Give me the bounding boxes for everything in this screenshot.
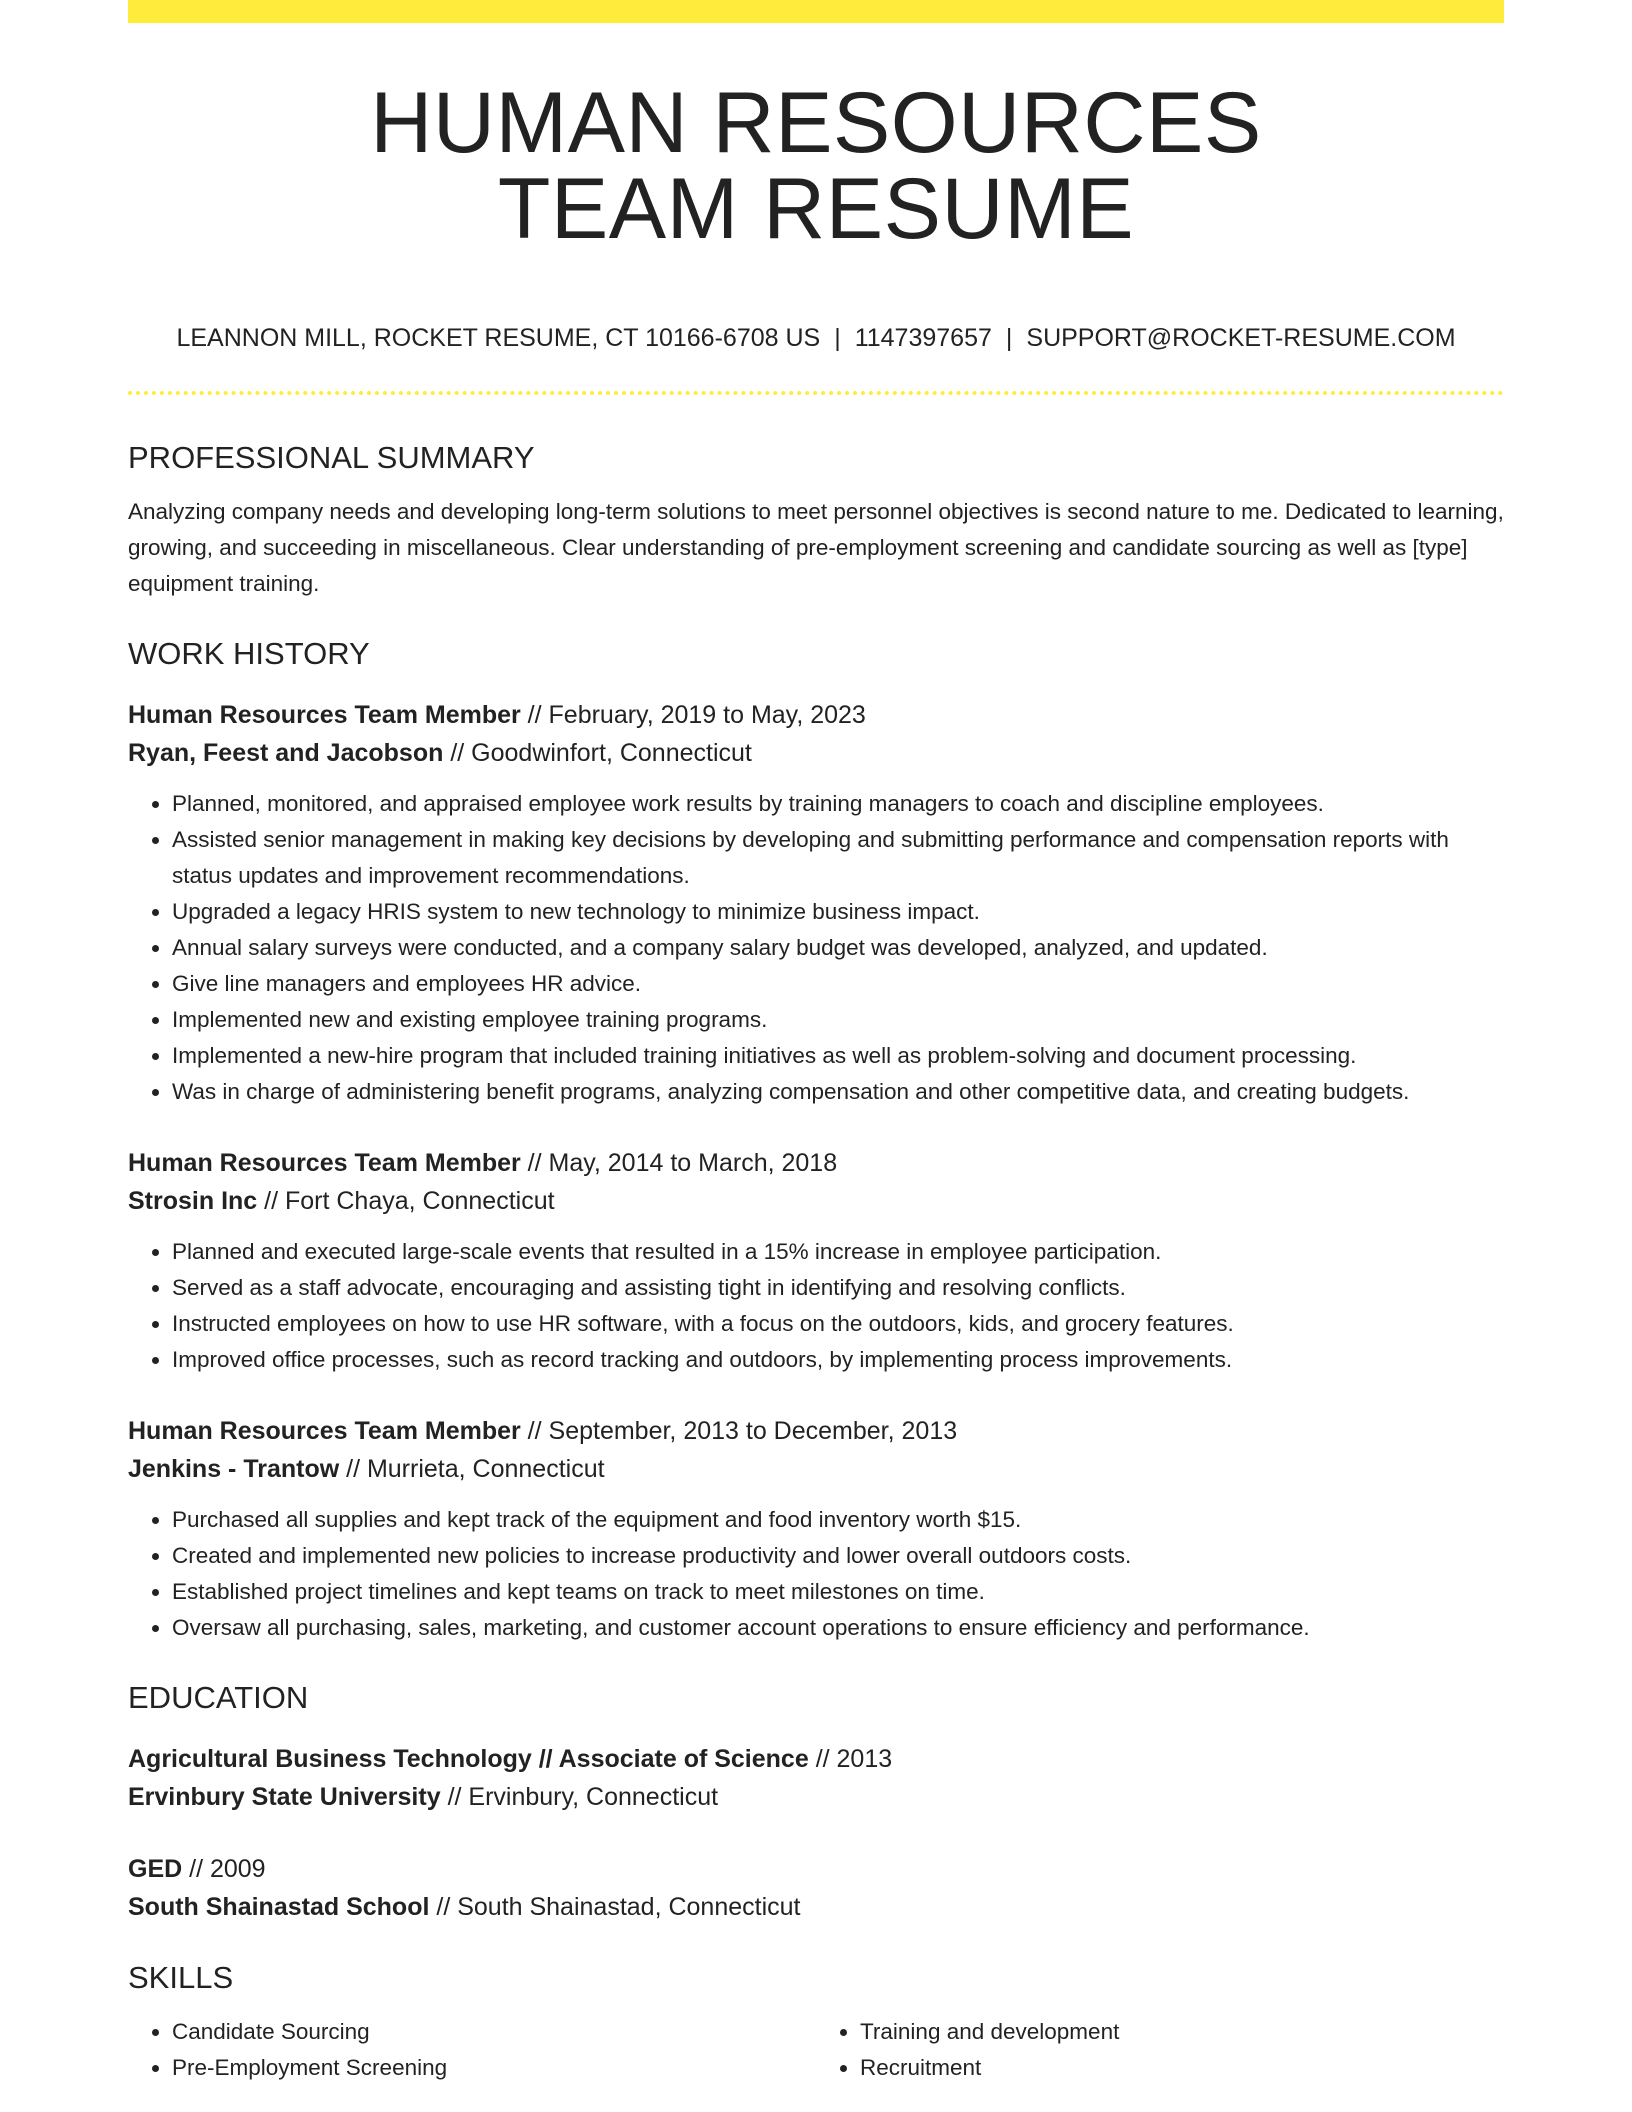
- job-title: Human Resources Team Member: [128, 1149, 521, 1177]
- resume-title: [128, 75, 1504, 257]
- school-name: Ervinbury State University: [128, 1783, 441, 1811]
- job-title-line: [128, 1144, 1504, 1182]
- job-title-line: [128, 1412, 1504, 1450]
- school-location: // Ervinbury, Connecticut: [440, 1783, 719, 1811]
- job-dates: // February, 2019 to May, 2023: [520, 701, 866, 729]
- job-title: Human Resources Team Member: [128, 701, 521, 729]
- school-line: [128, 1888, 1504, 1926]
- education-section: [128, 1676, 1504, 1926]
- top-accent-bar: [128, 0, 1504, 23]
- degree-year: // 2009: [182, 1855, 266, 1883]
- work-history-section: [128, 632, 1504, 1646]
- skills-list-right: [816, 2014, 1504, 2086]
- contact-email[interactable]: SUPPORT@ROCKET-RESUME.COM: [1026, 324, 1456, 352]
- job-bullets: [128, 1502, 1504, 1646]
- skill-item: • Recruitment: [860, 2050, 1504, 2086]
- job-company: Jenkins - Trantow: [128, 1455, 340, 1483]
- job-bullets: [128, 1234, 1504, 1378]
- list-item: • Improved office processes, such as record tracking and outdoors, by implementing process improvements.: [172, 1342, 1504, 1378]
- dotted-divider: [128, 391, 1504, 395]
- skill-item: • Candidate Sourcing: [172, 2014, 816, 2050]
- degree-year: // 2013: [808, 1745, 893, 1773]
- education-entry: [128, 1740, 1504, 1816]
- section-heading-education: EDUCATION: [128, 1680, 309, 1715]
- contact-info: [128, 322, 1504, 354]
- contact-phone: 1147397657: [854, 324, 992, 352]
- contact-address: LEANNON MILL, ROCKET RESUME, CT 10166-6708 US: [176, 324, 821, 352]
- list-item: • Instructed employees on how to use HR software, with a focus on the outdoors, kids, and grocery features.: [172, 1306, 1504, 1342]
- skill-item: • Training and development: [860, 2014, 1504, 2050]
- list-item: • Was in charge of administering benefit programs, analyzing compensation and other competitive data, and creating budgets.: [172, 1074, 1504, 1110]
- list-item: • Purchased all supplies and kept track of the equipment and food inventory worth $15.: [172, 1502, 1504, 1538]
- school-name: South Shainastad School: [128, 1893, 430, 1921]
- job-title-line: [128, 696, 1504, 734]
- list-item: • Annual salary surveys were conducted, and a company salary budget was developed, analyzed, and updated.: [172, 930, 1504, 966]
- list-item: • Created and implemented new policies to increase productivity and lower overall outdoors costs.: [172, 1538, 1504, 1574]
- list-item: • Oversaw all purchasing, sales, marketing, and customer account operations to ensure efficiency and performance.: [172, 1610, 1504, 1646]
- job-location: // Goodwinfort, Connecticut: [443, 739, 752, 767]
- job-dates: // September, 2013 to December, 2013: [520, 1417, 958, 1445]
- job-company-line: [128, 734, 1504, 772]
- degree-name: Agricultural Business Technology // Associate of Science: [128, 1745, 809, 1773]
- job-dates: // May, 2014 to March, 2018: [520, 1149, 838, 1177]
- list-item: • Implemented new and existing employee training programs.: [172, 1002, 1504, 1038]
- job-entry: [128, 1144, 1504, 1378]
- professional-summary-section: [128, 436, 1504, 602]
- school-line: [128, 1778, 1504, 1816]
- education-entry: [128, 1850, 1504, 1926]
- job-company: Strosin Inc: [128, 1187, 258, 1215]
- resume-body: [128, 436, 1504, 2086]
- list-item: • Upgraded a legacy HRIS system to new technology to minimize business impact.: [172, 894, 1504, 930]
- job-company-line: [128, 1450, 1504, 1488]
- section-heading-skills: SKILLS: [128, 1960, 234, 1995]
- list-item: • Give line managers and employees HR advice.: [172, 966, 1504, 1002]
- list-item: • Planned and executed large-scale events that resulted in a 15% increase in employee participation.: [172, 1234, 1504, 1270]
- job-entry: [128, 1412, 1504, 1646]
- summary-text: Analyzing company needs and developing long-term solutions to meet personnel objectives is second nature to me. Dedicated to learning, growing, and succeeding in miscellaneous. Clear understanding of pre-employment screening and candidate sourcing as well as [type] equipment training.: [128, 499, 1504, 596]
- job-title: Human Resources Team Member: [128, 1417, 521, 1445]
- school-location: // South Shainastad, Connecticut: [429, 1893, 801, 1921]
- list-item: • Planned, monitored, and appraised employee work results by training managers to coach and discipline employees.: [172, 786, 1504, 822]
- contact-separator: |: [834, 324, 841, 352]
- skills-list-left: [128, 2014, 816, 2086]
- list-item: • Assisted senior management in making key decisions by developing and submitting performance and compensation reports with status updates and improvement recommendations.: [172, 822, 1504, 894]
- section-heading-work: WORK HISTORY: [128, 636, 370, 671]
- title-line-2: TEAM RESUME: [497, 161, 1135, 257]
- job-location: // Fort Chaya, Connecticut: [257, 1187, 555, 1215]
- job-entry: [128, 696, 1504, 1110]
- degree-line: [128, 1740, 1504, 1778]
- job-bullets: [128, 786, 1504, 1110]
- degree-name: GED: [128, 1855, 183, 1883]
- job-location: // Murrieta, Connecticut: [339, 1455, 605, 1483]
- list-item: • Implemented a new-hire program that included training initiatives as well as problem-solving and document processing.: [172, 1038, 1504, 1074]
- skills-section: [128, 1956, 1504, 2086]
- skill-item: • Pre-Employment Screening: [172, 2050, 816, 2086]
- title-line-1: HUMAN RESOURCES: [370, 75, 1262, 171]
- list-item: • Established project timelines and kept teams on track to meet milestones on time.: [172, 1574, 1504, 1610]
- skills-columns: [128, 2014, 1504, 2086]
- degree-line: [128, 1850, 1504, 1888]
- list-item: • Served as a staff advocate, encouraging and assisting tight in identifying and resolving conflicts.: [172, 1270, 1504, 1306]
- job-company: Ryan, Feest and Jacobson: [128, 739, 444, 767]
- section-heading-summary: PROFESSIONAL SUMMARY: [128, 440, 535, 475]
- job-company-line: [128, 1182, 1504, 1220]
- contact-separator: |: [1005, 324, 1013, 352]
